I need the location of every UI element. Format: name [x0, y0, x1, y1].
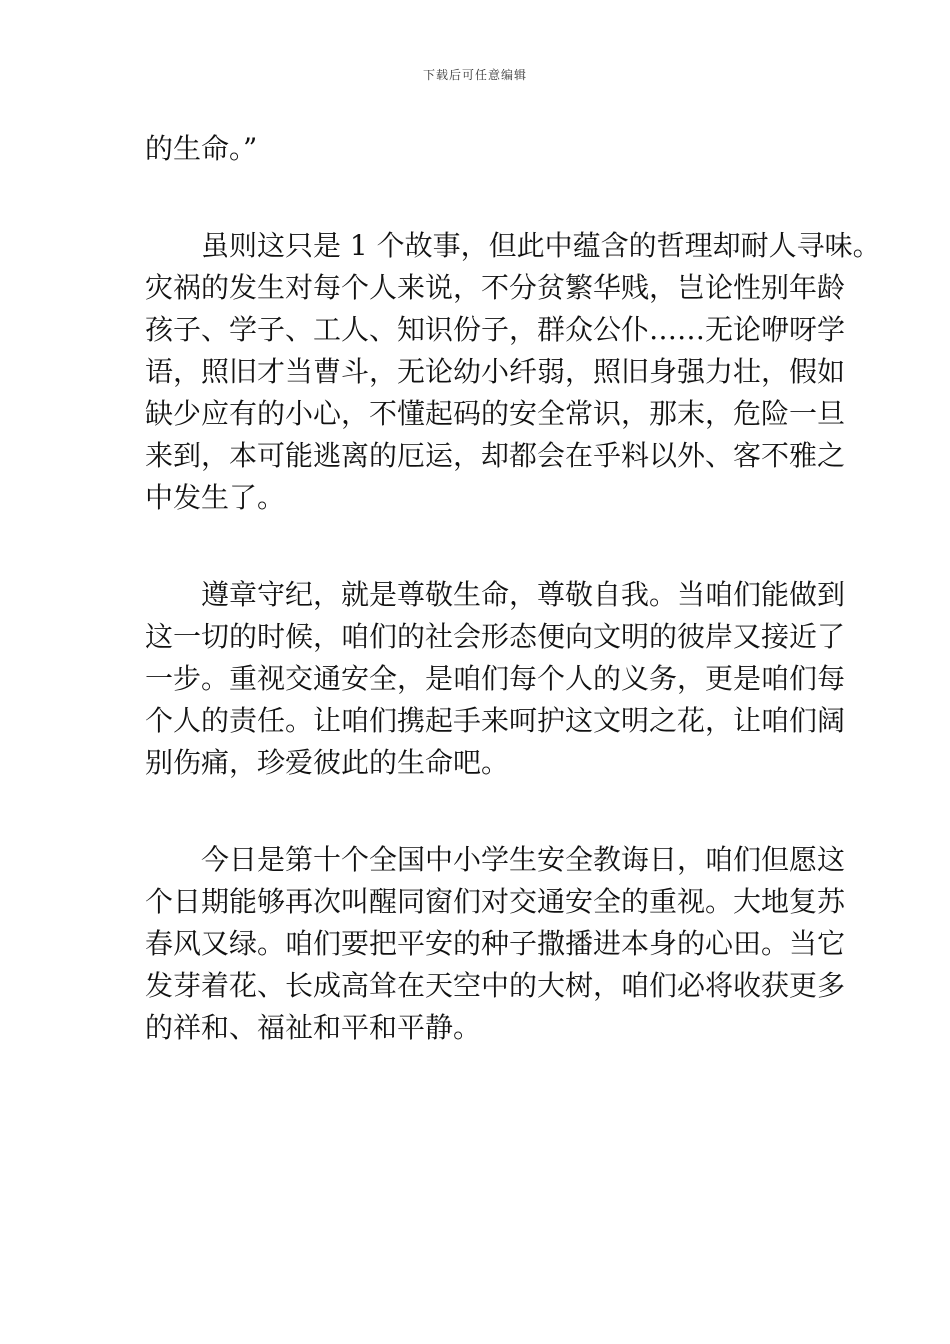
paragraph-4: [145, 839, 846, 1049]
paragraph-3: [145, 574, 846, 784]
text-line: 一步。重视交通安全，是咱们每个人的义务，更是咱们每: [145, 662, 846, 695]
text-line: 来到，本可能逃离的厄运，却都会在乎料以外、客不雅之: [145, 439, 846, 472]
text-line: 灾祸的发生对每个人来说，不分贫繁华贱，岂论性别年龄: [145, 271, 846, 304]
document-body: [145, 128, 881, 1049]
paragraph-2: [145, 225, 881, 519]
page-header: 下载后可任意编辑: [422, 68, 527, 82]
text-line: 春风又绿。咱们要把平安的种子撒播进本身的心田。当它: [145, 927, 846, 960]
text-line: 缺少应有的小心，不懂起码的安全常识，那末，危险一旦: [145, 397, 846, 430]
text-line: 孩子、学子、工人、知识份子，群众公仆……无论咿呀学: [145, 313, 846, 346]
text-line: 语，照旧才当曹斗，无论幼小纤弱，照旧身强力壮，假如: [145, 355, 846, 388]
text-line: 别伤痛，珍爱彼此的生命吧。: [145, 746, 510, 779]
text-line: 的祥和、福祉和平和平静。: [145, 1011, 482, 1044]
text-line: 中发生了。: [145, 481, 286, 514]
text-line: 这一切的时候，咱们的社会形态便向文明的彼岸又接近了: [145, 620, 846, 653]
text-line: 个日期能够再次叫醒同窗们对交通安全的重视。大地复苏: [145, 885, 846, 918]
paragraph-gap: [145, 170, 807, 225]
paragraph-1: [145, 128, 807, 170]
text-line: 遵章守纪，就是尊敬生命，尊敬自我。当咱们能做到: [201, 578, 846, 611]
paragraph-gap: [145, 519, 807, 574]
text-line: 个人的责任。让咱们携起手来呵护这文明之花，让咱们阔: [145, 704, 846, 737]
paragraph-gap: [145, 784, 807, 839]
text-line: 发芽着花、长成高耸在天空中的大树，咱们必将收获更多: [145, 969, 846, 1002]
text-line: 的生命。”: [145, 132, 258, 165]
text-line: 今日是第十个全国中小学生安全教诲日，咱们但愿这: [201, 843, 846, 876]
text-line: 虽则这只是 1 个故事，但此中蕴含的哲理却耐人寻味。: [201, 229, 881, 262]
